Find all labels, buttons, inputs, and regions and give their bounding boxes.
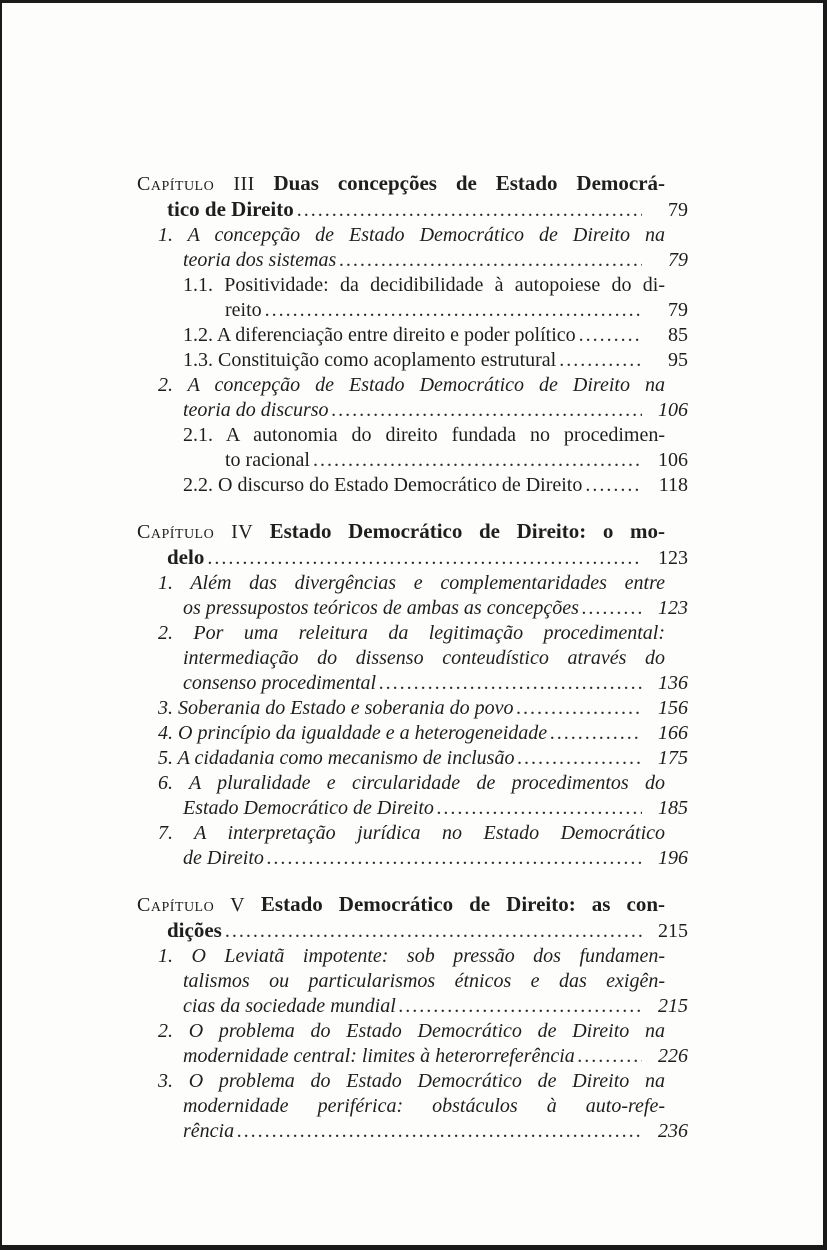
toc-chapter [137, 171, 688, 498]
toc-entry [137, 423, 688, 473]
toc-entry [137, 944, 688, 1019]
entry-number: 5. [158, 747, 173, 769]
chapter-title: dições [167, 918, 222, 942]
toc-line [137, 646, 688, 671]
toc-entry [137, 621, 688, 696]
toc-line [137, 519, 688, 545]
entry-text-wrap [183, 473, 582, 498]
entry-number: 6. [158, 772, 173, 794]
entry-text: A diferenciação entre direito e poder político [216, 324, 576, 346]
entry-text: Soberania do Estado e soberania do povo [178, 697, 514, 719]
page-number: 175 [658, 747, 688, 769]
dot-leader [517, 696, 642, 721]
entry-text: A autonomia do direito fundada no procedimen- [225, 424, 666, 446]
entry-number: 1.1. [183, 274, 213, 296]
entry-number: 2. [158, 1020, 173, 1042]
page-number: 79 [668, 299, 688, 321]
dot-leader [559, 348, 642, 373]
toc-line [137, 918, 688, 944]
entry-text: to racional [225, 449, 310, 471]
toc-line [137, 473, 688, 498]
entry-text-wrap [183, 671, 376, 696]
chapter-title: Estado Democrático de Direito: o mo- [269, 519, 665, 543]
chapter-title: Duas concepções de Estado Democrá- [273, 171, 666, 195]
page-number: 196 [658, 847, 688, 869]
toc-line [137, 423, 688, 448]
dot-leader [225, 919, 642, 944]
page-number: 215 [658, 995, 688, 1017]
entry-text: consenso procedimental [183, 672, 377, 694]
page-number: 166 [658, 722, 688, 744]
dot-leader [517, 746, 642, 771]
entry-text: rência [183, 1120, 235, 1142]
entry-text: teoria do discurso [183, 399, 329, 421]
toc-line [137, 1019, 688, 1044]
entry-text: A concepção de Estado Democrático de Direito na [187, 374, 665, 396]
chapter-title-text [167, 545, 204, 571]
entry-number: 1. [158, 224, 173, 246]
toc-line [137, 223, 688, 248]
toc-line [137, 746, 688, 771]
entry-number: 1. [158, 945, 173, 967]
toc-line [137, 571, 688, 596]
toc-entry [137, 721, 688, 746]
dot-leader [582, 596, 642, 621]
toc-chapter [137, 892, 688, 1144]
toc-line [137, 671, 688, 696]
page-number: 123 [658, 547, 688, 569]
entry-text-wrap [225, 448, 310, 473]
toc-line [137, 621, 688, 646]
page-number: 85 [668, 324, 688, 346]
dot-leader [313, 448, 642, 473]
dot-leader [237, 1119, 642, 1144]
entry-text: reito [225, 299, 262, 321]
page-number: 95 [668, 349, 688, 371]
entry-text: cias da sociedade mundial [183, 995, 396, 1017]
toc-entry [137, 696, 688, 721]
toc-line [137, 348, 688, 373]
page-number: 106 [658, 449, 688, 471]
entry-number: 2. [158, 622, 173, 644]
toc-line [137, 298, 688, 323]
toc-line [137, 721, 688, 746]
entry-number: 4. [158, 722, 173, 744]
dot-leader [579, 323, 642, 348]
toc-line [137, 448, 688, 473]
entry-text: Positividade: da decidibilidade à autopoiese do di- [224, 274, 666, 296]
toc-line [137, 1119, 688, 1144]
dot-leader [550, 721, 642, 746]
entry-text: A cidadania como mecanismo de inclusão [177, 747, 515, 769]
page-number: 156 [658, 697, 688, 719]
toc-entry [137, 1069, 688, 1144]
dot-leader [265, 298, 642, 323]
toc-line [137, 398, 688, 423]
page-number: 106 [658, 399, 688, 421]
toc-entry [137, 323, 688, 348]
entry-text-wrap [183, 846, 264, 871]
toc-line [137, 545, 688, 571]
toc-entry [137, 273, 688, 323]
toc-line [137, 846, 688, 871]
toc-line [137, 771, 688, 796]
entry-text: talismos ou particularismos étnicos e das exigên- [183, 970, 665, 992]
entry-number: 3. [158, 1070, 173, 1092]
entry-text-wrap [158, 721, 547, 746]
entry-text: A pluralidade e circularidade de procedimentos do [188, 772, 666, 794]
entry-text: modernidade periférica: obstáculos à auto-refe- [183, 1095, 665, 1117]
entry-number: 7. [158, 822, 173, 844]
entry-number: 2.1. [183, 424, 213, 446]
dot-leader [585, 473, 642, 498]
toc-entry [137, 348, 688, 373]
chapter-label: Capítulo V [137, 894, 246, 916]
toc-line [137, 273, 688, 298]
toc-entry [137, 771, 688, 821]
entry-number: 1.3. [183, 349, 213, 371]
entry-text-wrap [183, 994, 396, 1019]
toc-line [137, 796, 688, 821]
toc-entry [137, 223, 688, 273]
toc-line [137, 1094, 688, 1119]
entry-text-wrap [158, 696, 514, 721]
entry-number: 2. [158, 374, 173, 396]
entry-text-wrap [158, 746, 514, 771]
page-number: 185 [658, 797, 688, 819]
entry-text-wrap [183, 398, 329, 423]
toc-line [137, 373, 688, 398]
entry-text: O princípio da igualdade e a heterogeneidade [178, 722, 548, 744]
page-number: 79 [668, 249, 688, 271]
dot-leader [437, 796, 642, 821]
entry-text: de Direito [183, 847, 264, 869]
entry-text: intermediação do dissenso conteudístico através do [183, 647, 665, 669]
dot-leader [379, 671, 642, 696]
page-number: 118 [658, 474, 688, 496]
toc-line [137, 1044, 688, 1069]
toc-line [137, 944, 688, 969]
page-number: 236 [658, 1120, 688, 1142]
chapter-label: Capítulo III [137, 173, 255, 195]
toc-entry [137, 571, 688, 621]
toc-line [137, 596, 688, 621]
toc-line [137, 197, 688, 223]
entry-text: A interpretação jurídica no Estado Democrático [194, 822, 666, 844]
dot-leader [399, 994, 642, 1019]
dot-leader [332, 398, 642, 423]
chapter-title: Estado Democrático de Direito: as con- [260, 892, 665, 916]
entry-text: O problema do Estado Democrático de Direito na [188, 1020, 665, 1042]
entry-text: Além das divergências e complementaridades entre [190, 572, 666, 594]
toc-line [137, 323, 688, 348]
entry-number: 2.2. [183, 474, 213, 496]
entry-number: 3. [158, 697, 173, 719]
toc-entry [137, 473, 688, 498]
entry-text: teoria dos sistemas [183, 249, 337, 271]
chapter-title-text [167, 918, 222, 944]
entry-text: O discurso do Estado Democrático de Direito [218, 474, 583, 496]
toc-line [137, 696, 688, 721]
entry-text: os pressupostos teóricos de ambas as concepções [183, 597, 579, 619]
toc-line [137, 994, 688, 1019]
entry-text: O problema do Estado Democrático de Direito na [188, 1070, 665, 1092]
toc-line [137, 892, 688, 918]
toc-chapter [137, 519, 688, 871]
dot-leader [339, 248, 642, 273]
entry-text-wrap [183, 596, 579, 621]
toc-entry [137, 1019, 688, 1069]
entry-number: 1.2. [183, 324, 213, 346]
page-number: 123 [658, 597, 688, 619]
entry-text: Por uma releitura da legitimação procedimental: [193, 622, 665, 644]
table-of-contents [137, 171, 688, 1144]
toc-entry [137, 746, 688, 771]
chapter-title: delo [167, 545, 205, 569]
toc-entry [137, 821, 688, 871]
entry-text: A concepção de Estado Democrático de Direito na [187, 224, 665, 246]
dot-leader [578, 1044, 642, 1069]
page-number: 226 [658, 1045, 688, 1067]
entry-text-wrap [183, 796, 434, 821]
chapter-label: Capítulo IV [137, 521, 254, 543]
entry-text-wrap [183, 1119, 234, 1144]
entry-text-wrap [225, 298, 262, 323]
page-number: 79 [668, 199, 688, 221]
entry-text-wrap [183, 1044, 575, 1069]
toc-line [137, 171, 688, 197]
toc-line [137, 969, 688, 994]
dot-leader [297, 198, 642, 223]
entry-text: O Leviatã impotente: sob pressão dos fundamen- [191, 945, 665, 967]
dot-leader [267, 846, 642, 871]
chapter-title: tico de Direito [167, 197, 294, 221]
entry-text-wrap [183, 248, 336, 273]
toc-line [137, 821, 688, 846]
toc-entry [137, 373, 688, 423]
toc-line [137, 1069, 688, 1094]
page-number: 215 [658, 920, 688, 942]
entry-text-wrap [183, 348, 556, 373]
entry-text-wrap [183, 323, 576, 348]
entry-number: 1. [158, 572, 173, 594]
page-number: 136 [658, 672, 688, 694]
entry-text: Estado Democrático de Direito [183, 797, 434, 819]
entry-text: modernidade central: limites à heterorreferência [183, 1045, 575, 1067]
entry-text: Constituição como acoplamento estrutural [218, 349, 557, 371]
toc-line [137, 248, 688, 273]
chapter-title-text [167, 197, 294, 223]
dot-leader [207, 546, 642, 571]
